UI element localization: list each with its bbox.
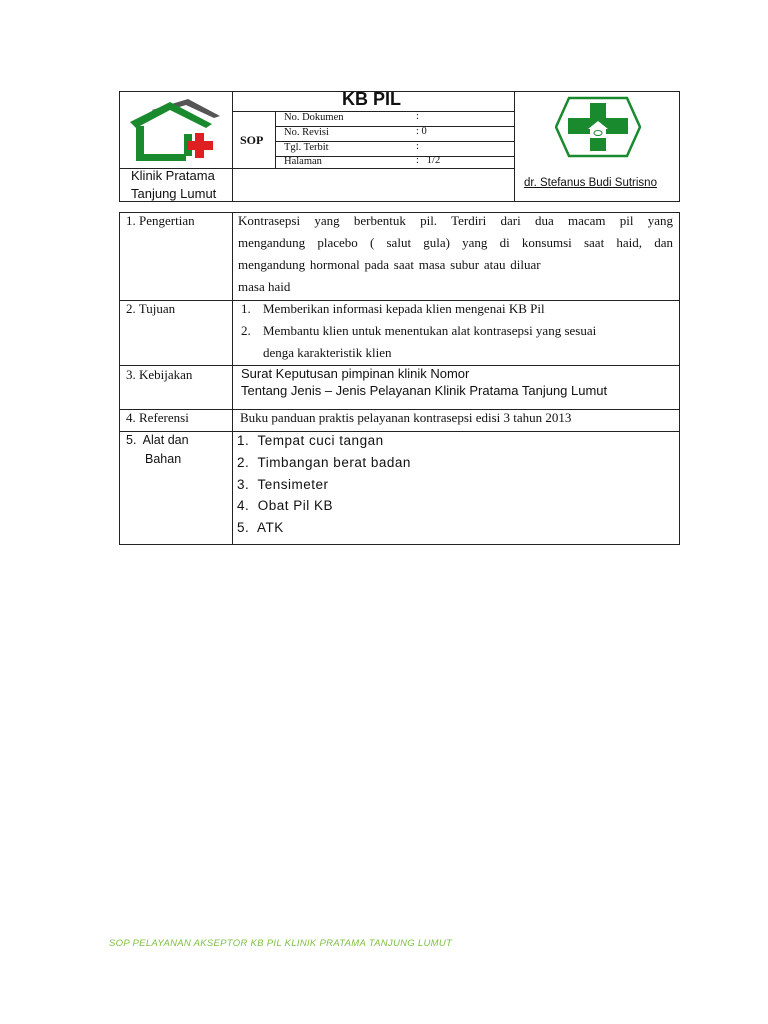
alat-bahan-item: 4. Obat Pil KB	[237, 498, 334, 513]
pengertian-line3: mengandung hormonal pada saat masa subur atau diluar	[238, 257, 541, 272]
section-label-pengertian: 1. Pengertian	[126, 213, 195, 228]
meta-label-halaman: Halaman	[284, 156, 322, 167]
kebijakan-line1: Surat Keputusan pimpinan klinik Nomor	[241, 366, 470, 381]
meta-value-halaman: : 1/2	[416, 155, 441, 166]
section-label-kebijakan: 3. Kebijakan	[126, 367, 193, 382]
meta-label-no-dokumen: No. Dokumen	[284, 112, 344, 123]
alat-bahan-item: 5. ATK	[237, 520, 284, 535]
meta-value-no-revisi: : 0	[416, 126, 427, 137]
alat-bahan-item: 2. Timbangan berat badan	[237, 455, 411, 470]
tujuan-item2-line2: denga karakteristik klien	[263, 345, 392, 360]
section-label-referensi: 4. Referensi	[126, 410, 189, 425]
tujuan-item2-line1: Membantu klien untuk menentukan alat kontrasepsi yang sesuai	[263, 323, 597, 338]
meta-label-no-revisi: No. Revisi	[284, 127, 329, 138]
referensi-text: Buku panduan praktis pelayanan kontrasepsi edisi 3 tahun 2013	[240, 410, 572, 425]
meta-value-tgl-terbit: :	[416, 141, 419, 152]
section-label-alat-bahan-line1: 5. Alat dan	[126, 433, 189, 447]
signatory-name: dr. Stefanus Budi Sutrisno	[524, 177, 657, 189]
pengertian-line2: mengandung placebo ( salut gula) yang di konsumsi saat haid, dan	[238, 235, 673, 250]
page-footer: SOP PELAYANAN AKSEPTOR KB PIL KLINIK PRATAMA TANJUNG LUMUT	[109, 938, 453, 949]
document-title: KB PIL	[342, 89, 402, 109]
clinic-house-red-cross-logo-icon	[128, 98, 222, 164]
alat-bahan-item: 1. Tempat cuci tangan	[237, 433, 384, 448]
tujuan-item1-number: 1.	[241, 301, 251, 316]
kebijakan-line2: Tentang Jenis – Jenis Pelayanan Klinik Pratama Tanjung Lumut	[241, 383, 608, 398]
pengertian-line4: masa haid	[238, 279, 291, 294]
puskesmas-hexagon-cross-logo-icon	[555, 96, 641, 158]
alat-bahan-item: 3. Tensimeter	[237, 477, 329, 492]
section-label-alat-bahan-line2: Bahan	[145, 452, 182, 466]
section-label-tujuan: 2. Tujuan	[126, 301, 176, 316]
meta-label-tgl-terbit: Tgl. Terbit	[284, 142, 329, 153]
clinic-name-line2: Tanjung Lumut	[131, 186, 217, 201]
sop-label: SOP	[240, 133, 264, 147]
pengertian-line1: Kontrasepsi yang berbentuk pil. Terdiri dari dua macam pil yang	[238, 213, 673, 228]
clinic-name-line1: Klinik Pratama	[131, 168, 215, 183]
tujuan-item1: Memberikan informasi kepada klien mengenai KB Pil	[263, 301, 545, 316]
tujuan-item2-number: 2.	[241, 323, 251, 338]
meta-value-no-dokumen: :	[416, 111, 419, 122]
